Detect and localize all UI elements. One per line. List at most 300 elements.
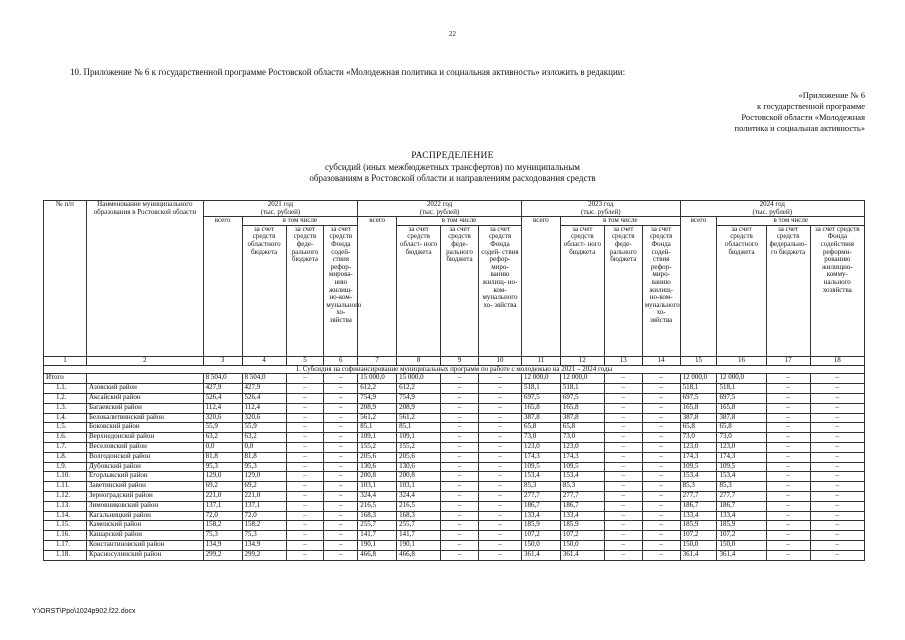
row-value: 216,5 [358,501,397,511]
row-value: 427,9 [203,384,242,394]
row-value: 158,2 [242,521,286,531]
row-value: – [810,433,864,443]
header-including: в том числе [560,217,680,226]
row-value: 387,8 [560,413,604,423]
row-value: 153,4 [521,472,560,482]
row-value: 153,4 [717,472,766,482]
page-number: 22 [449,30,456,38]
row-value: – [810,442,864,452]
year-label: 2021 год [267,200,294,208]
row-value: – [766,403,810,413]
row-value: – [441,384,479,394]
row-number: 1.4. [44,413,87,423]
row-value: – [604,511,642,521]
row-value: 109,5 [560,462,604,472]
row-value: 518,1 [680,384,717,394]
row-value: 361,4 [560,550,604,560]
table-row [44,403,865,413]
row-value: – [441,491,479,501]
row-value: 754,9 [397,393,441,403]
row-value: – [810,531,864,541]
row-value: – [766,540,810,550]
row-value: – [642,403,680,413]
row-value: – [810,374,864,384]
row-value: – [766,482,810,492]
row-municipality: Егорлыкский район [86,472,203,482]
row-value: – [642,452,680,462]
row-value: – [604,403,642,413]
row-value: 141,7 [397,531,441,541]
row-value: 158,2 [203,521,242,531]
row-value: 85,3 [717,482,766,492]
row-value: – [642,511,680,521]
row-value: – [810,491,864,501]
row-value: – [478,374,521,384]
row-value: 134,9 [203,540,242,550]
row-value: – [324,374,358,384]
row-value: – [441,540,479,550]
row-number: 1.5. [44,423,87,433]
row-value: 69,2 [242,482,286,492]
row-value: – [766,491,810,501]
row-value: 174,3 [521,452,560,462]
row-value: – [478,531,521,541]
row-value: – [766,550,810,560]
row-value: 85,1 [397,423,441,433]
row-value: – [642,462,680,472]
row-value: 697,5 [680,393,717,403]
row-number: 1.18. [44,550,87,560]
row-value: – [441,482,479,492]
header-including: в том числе [397,217,522,226]
row-value: – [286,491,324,501]
row-value: 168,3 [358,511,397,521]
table-row [44,501,865,511]
row-value: 174,3 [560,452,604,462]
row-value: 109,5 [680,462,717,472]
row-value: 427,9 [242,384,286,394]
row-value: – [286,442,324,452]
row-municipality: Красносулинский район [86,550,203,560]
year-label: 2022 год [426,200,453,208]
row-value: – [441,393,479,403]
year-unit: (тыс. рублей) [260,207,301,216]
row-value: 72,0 [242,511,286,521]
row-value: 8 504,0 [203,374,242,384]
row-number: 1.7. [44,442,87,452]
row-value: 137,1 [242,501,286,511]
footer-file-path: Y:\ORST\Ppo\1024p902.f22.docx [32,608,136,615]
table-row [44,511,865,521]
table-row [44,374,865,384]
column-number: 9 [441,356,479,365]
table-row [44,550,865,560]
row-value: 200,8 [358,472,397,482]
row-value: – [324,511,358,521]
row-value: – [324,521,358,531]
row-value: 361,4 [717,550,766,560]
row-value: 133,4 [560,511,604,521]
row-value: – [810,482,864,492]
row-value: 107,2 [560,531,604,541]
column-number: 4 [242,356,286,365]
row-value: – [478,403,521,413]
table-row [44,482,865,492]
row-value: 255,7 [358,521,397,531]
row-value: 185,9 [560,521,604,531]
row-value: 205,6 [358,452,397,462]
header-year-2023 [521,201,680,217]
header-federal-budget: за счет средств федерально- го бюджета [766,225,810,356]
row-value: – [810,462,864,472]
row-municipality: Каменский район [86,521,203,531]
column-number: 2 [86,356,203,365]
header-total: всего [203,217,242,357]
column-number: 15 [680,356,717,365]
row-value: – [766,433,810,443]
row-value: – [766,442,810,452]
row-value: 112,4 [203,403,242,413]
row-value: – [810,452,864,462]
row-value: – [604,491,642,501]
appendix-line: Ростовской области «Молодежная [741,112,865,122]
row-value: 165,8 [560,403,604,413]
column-number: 13 [604,356,642,365]
row-number: 1.12. [44,491,87,501]
row-value: 107,2 [680,531,717,541]
row-value: – [642,501,680,511]
row-value: 518,1 [521,384,560,394]
row-value: – [642,374,680,384]
row-value: – [324,531,358,541]
row-value: 518,1 [560,384,604,394]
appendix-line: политика и социальная активность» [734,123,865,133]
row-value: 320,6 [203,413,242,423]
row-value: 697,5 [560,393,604,403]
row-value: – [286,472,324,482]
row-value: 55,9 [242,423,286,433]
row-value: – [642,540,680,550]
row-value: 65,8 [521,423,560,433]
row-value: 185,9 [521,521,560,531]
row-value: 129,0 [242,472,286,482]
table-row [44,413,865,423]
column-numbers-row [44,356,865,365]
row-value: – [810,403,864,413]
row-value: 221,0 [203,491,242,501]
table-row [44,423,865,433]
row-value: 255,7 [397,521,441,531]
row-value: 81,8 [203,452,242,462]
column-number: 17 [766,356,810,365]
distribution-table [43,200,865,561]
row-value: – [478,423,521,433]
row-value: – [441,501,479,511]
row-value: 186,7 [680,501,717,511]
header-including: в том числе [717,217,865,226]
column-number: 5 [286,356,324,365]
row-value: – [810,384,864,394]
row-value: – [441,433,479,443]
row-value: – [324,550,358,560]
row-value: – [604,521,642,531]
row-number: 1.15. [44,521,87,531]
row-value: 387,8 [680,413,717,423]
table-row [44,491,865,501]
row-number: 1.17. [44,540,87,550]
row-value: 155,2 [397,442,441,452]
row-value: 81,8 [242,452,286,462]
row-value: 168,3 [397,511,441,521]
header-year-2021 [203,201,358,217]
row-value: – [441,452,479,462]
row-value: – [810,540,864,550]
row-value: – [642,442,680,452]
document-title [0,151,905,184]
row-value: 165,8 [680,403,717,413]
row-value: 277,7 [560,491,604,501]
row-value: 8 504,0 [242,374,286,384]
row-number: Итого [44,374,87,384]
table-row [44,462,865,472]
table-row [44,442,865,452]
row-value: – [604,550,642,560]
row-value: 165,8 [521,403,560,413]
row-value: – [324,491,358,501]
row-value: 123,0 [560,442,604,452]
header-housing-fund: за счет средств Фонда содействия реформи- рованию жилищно- комму- нального хозяйства [810,225,864,356]
row-value: 15 000,0 [358,374,397,384]
row-value: – [441,423,479,433]
row-value: 63,2 [203,433,242,443]
row-value: – [441,442,479,452]
row-value: – [441,403,479,413]
column-number: 14 [642,356,680,365]
row-value: 186,7 [717,501,766,511]
row-value: 12 000,0 [521,374,560,384]
row-value: 69,2 [203,482,242,492]
row-value: – [478,521,521,531]
row-value: 15 000,0 [397,374,441,384]
row-value: 387,8 [717,413,766,423]
row-number: 1.1. [44,384,87,394]
row-number: 1.14. [44,511,87,521]
row-value: 361,4 [521,550,560,560]
header-total: всего [680,217,717,357]
row-value: 526,4 [203,393,242,403]
row-value: 123,0 [717,442,766,452]
header-municipality: Наименование муниципального образования в Ростовской области [86,201,203,357]
row-value: 299,2 [203,550,242,560]
row-value: – [478,501,521,511]
column-number: 16 [717,356,766,365]
row-value: 153,4 [560,472,604,482]
row-value: 65,8 [560,423,604,433]
table-row [44,452,865,462]
header-total: всего [521,217,560,357]
year-label: 2023 год [588,200,614,208]
row-value: – [810,472,864,482]
row-municipality: Заветинский район [86,482,203,492]
column-number: 7 [358,356,397,365]
row-value: – [604,442,642,452]
row-value: 72,0 [203,511,242,521]
header-regional-budget: за счет средств областного бюджета [242,225,286,356]
row-value: 153,4 [680,472,717,482]
row-value: 526,4 [242,393,286,403]
row-municipality: Белокалитвинский район [86,413,203,423]
row-municipality: Верхнедонской район [86,433,203,443]
row-value: – [324,501,358,511]
row-value: 103,1 [358,482,397,492]
row-value: – [642,550,680,560]
row-value: 320,6 [242,413,286,423]
row-value: 216,5 [397,501,441,511]
row-value: – [478,491,521,501]
row-value: 130,6 [358,462,397,472]
row-value: – [810,550,864,560]
row-municipality: Кашарский район [86,531,203,541]
row-value: 277,7 [717,491,766,501]
row-value: – [286,413,324,423]
row-value: 150,0 [680,540,717,550]
row-value: 73,0 [717,433,766,443]
header-housing-fund: за счет средств Фонда содей- ствия рефор- мирова- нию жилищ- но-ком- мунального хо- зяйства [324,225,358,356]
row-value: 155,2 [358,442,397,452]
year-unit: (тыс. рублей) [580,207,621,216]
row-value: – [286,403,324,413]
row-value: 73,0 [560,433,604,443]
row-value: 186,7 [560,501,604,511]
row-value: 612,2 [358,384,397,394]
row-value: – [441,374,479,384]
row-value: – [286,521,324,531]
table-row [44,393,865,403]
row-value: 12 000,0 [717,374,766,384]
row-value: 518,1 [717,384,766,394]
section-title: 1. Субсидия на софинансирование муниципальных программ по работе с молодежью на 2021 – 2024 годы [44,365,865,374]
row-value: – [286,550,324,560]
row-value: – [766,501,810,511]
row-value: 65,8 [680,423,717,433]
row-value: – [642,433,680,443]
row-value: – [478,462,521,472]
column-number: 6 [324,356,358,365]
row-value: 109,5 [521,462,560,472]
row-value: – [478,472,521,482]
appendix-header [735,90,865,134]
row-value: 186,7 [521,501,560,511]
row-value: – [441,472,479,482]
column-number: 12 [560,356,604,365]
row-value: 55,9 [203,423,242,433]
header-federal-budget: за счет средств феде- рального бюджета [286,225,324,356]
row-value: – [642,521,680,531]
row-value: – [766,511,810,521]
table-row [44,433,865,443]
row-value: 208,9 [397,403,441,413]
row-value: 85,3 [680,482,717,492]
row-value: – [286,531,324,541]
row-municipality: Зерноградский район [86,491,203,501]
table-row [44,384,865,394]
row-value: – [810,501,864,511]
column-number: 3 [203,356,242,365]
row-value: 208,9 [358,403,397,413]
row-value: – [604,472,642,482]
row-value: 205,6 [397,452,441,462]
row-value: – [324,433,358,443]
row-value: 754,9 [358,393,397,403]
row-number: 1.8. [44,452,87,462]
row-value: – [604,462,642,472]
row-value: – [642,384,680,394]
row-value: 0,0 [242,442,286,452]
row-value: – [766,393,810,403]
row-value: – [286,501,324,511]
row-value: – [286,423,324,433]
row-municipality: Дубовский район [86,462,203,472]
row-value: 200,8 [397,472,441,482]
row-value: – [604,393,642,403]
row-value: – [286,393,324,403]
column-number: 11 [521,356,560,365]
row-value: 150,0 [717,540,766,550]
row-value: 103,1 [397,482,441,492]
header-regional-budget: за счет средств областного бюджета [717,225,766,356]
header-total: всего [358,217,397,357]
header-regional-budget: за счет средств област- ного бюджета [397,225,441,356]
row-value: – [604,501,642,511]
row-number: 1.9. [44,462,87,472]
row-value: 561,2 [358,413,397,423]
row-value: – [604,433,642,443]
row-value: 85,3 [521,482,560,492]
row-value: 466,8 [358,550,397,560]
row-value: – [478,550,521,560]
row-value: – [642,482,680,492]
row-value: – [604,531,642,541]
row-value: – [286,540,324,550]
row-value: – [642,393,680,403]
row-value: – [286,452,324,462]
row-municipality: Боковский район [86,423,203,433]
row-value: – [324,442,358,452]
row-value: – [766,384,810,394]
row-value: 0,0 [203,442,242,452]
row-value: 174,3 [717,452,766,462]
column-number: 10 [478,356,521,365]
row-value: 133,4 [521,511,560,521]
row-municipality: Зимовниковский район [86,501,203,511]
row-value: – [604,482,642,492]
row-value: 112,4 [242,403,286,413]
row-value: 109,1 [358,433,397,443]
row-value: – [324,472,358,482]
column-number: 1 [44,356,87,365]
row-value: 75,3 [203,531,242,541]
row-value: 130,6 [397,462,441,472]
year-unit: (тыс. рублей) [419,207,460,216]
row-value: – [324,384,358,394]
row-value: 63,2 [242,433,286,443]
row-value: – [604,413,642,423]
row-value: – [286,482,324,492]
row-value: 185,9 [717,521,766,531]
header-housing-fund: за счет средств Фонда содей- ствия рефор- миро- ванию жилищ- но-ком- мунального хо- зяйства [642,225,680,356]
table-row [44,472,865,482]
row-value: 73,0 [680,433,717,443]
